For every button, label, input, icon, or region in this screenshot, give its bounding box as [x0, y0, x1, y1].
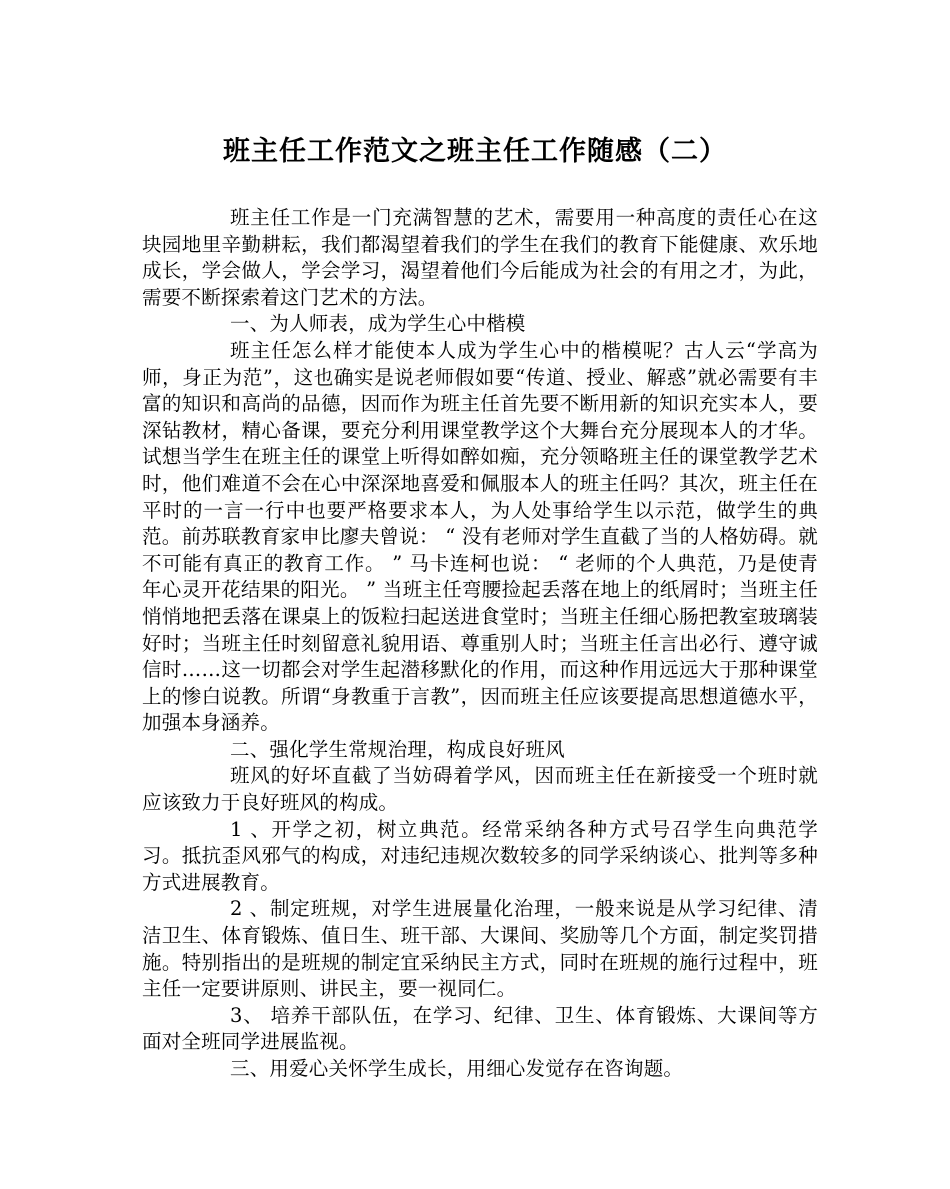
section-heading-2: 二、强化学生常规治理，构成良好班风	[230, 737, 565, 761]
document-body	[142, 205, 818, 1083]
section-heading-1: 一、为人师表，成为学生心中楷模	[230, 312, 526, 336]
section-1-paragraph: 班主任怎么样才能使本人成为学生心中的楷模呢？古人云“学高为师，身正为范”，这也确实是说老师假如要“传道、授业、解惑”就必需要有丰富的知识和高尚的品德，因而作为班主任首先要不断用新的知识充实本人，要深钻教材，精心备课，要充分利用课堂教学这个大舞台充分展现本人的才华。试想当学生在班主任的课堂上听得如醉如痴，充分领略班主任的课堂教学艺术时，他们难道不会在心中深深地喜爱和佩服本人的班主任吗？其次，班主任在平时的一言一行中也要严格要求本人，为人处事给学生以示范，做学生的典范。前苏联教育家申比廖夫曾说： “ 没有老师对学生直截了当的人格妨碍。就不可能有真正的教育工作。 ” 马卡连柯也说： “ 老师的个人典范，乃是使青年心灵开花结果的阳光。 ” 当班主任弯腰捡起丢落在地上的纸屑时；当班主任悄悄地把丢落在课桌上的饭粒扫起送进食堂时；当班主任细心肠把教室玻璃装好时；当班主任时刻留意礼貌用语、尊重别人时；当班主任言出必行、遵守诚信时……这一切都会对学生起潜移默化的作用，而这种作用远远大于那种课堂上的惨白说教。所谓“身教重于言教”，因而班主任应该要提高思想道德水平，加强本身涵养。	[142, 338, 818, 735]
document-title: 班主任工作范文之班主任工作随感（二）	[223, 136, 727, 167]
section-2-paragraph: 班风的好坏直截了当妨碍着学风，因而班主任在新接受一个班时就应该致力于良好班风的构成。	[142, 764, 818, 815]
intro-paragraph: 班主任工作是一门充满智慧的艺术，需要用一种高度的责任心在这块园地里辛勤耕耘，我们都渴望着我们的学生在我们的教育下能健康、欢乐地成长，学会做人，学会学习，渴望着他们今后能成为社会的有用之才，为此，需要不断探索着这门艺术的方法。	[142, 206, 818, 309]
section-heading-3: 三、用爱心关怀学生成长，用细心发觉存在咨询题。	[230, 1057, 684, 1080]
list-item-1: 1 、开学之初，树立典范。经常采纳各种方式号召学生向典范学习。抵抗歪风邪气的构成，对违纪违规次数较多的同学采纳谈心、批判等多种方式进展教育。	[142, 817, 818, 894]
list-item-3: 3、 培养干部队伍，在学习、纪律、卫生、体育锻炼、大课间等方面对全班同学进展监视。	[142, 1003, 818, 1054]
list-item-2: 2 、制定班规，对学生进展量化治理，一般来说是从学习纪律、清洁卫生、体育锻炼、值日生、班干部、大课间、奖励等几个方面，制定奖罚措施。特别指出的是班规的制定宜采纳民主方式，同时在班规的施行过程中，班主任一定要讲原则、讲民主，要一视同仁。	[142, 897, 818, 1001]
